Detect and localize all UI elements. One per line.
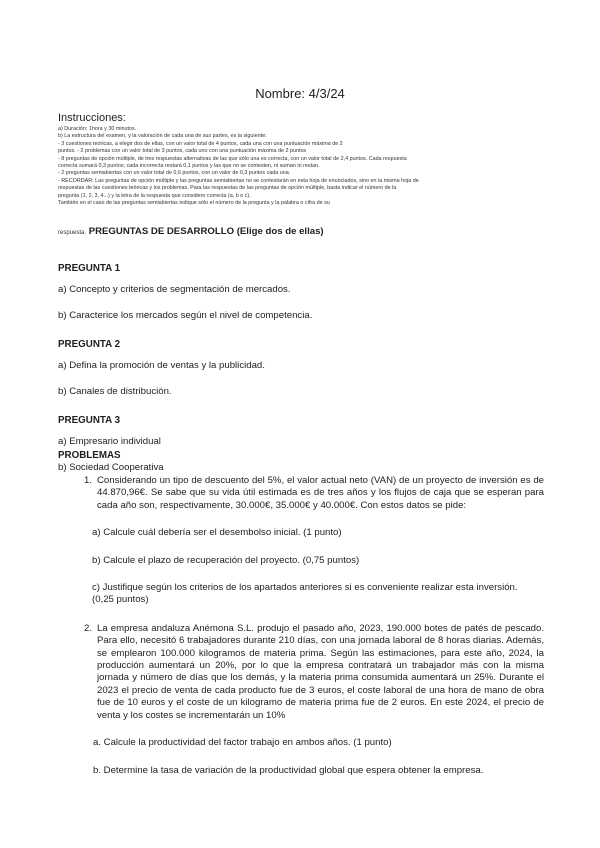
instruction-line: puntos. - 2 problemas con un valor total de 3 puntos, cada uno con una puntuación máxima de 2 puntos [58, 148, 307, 155]
problem-1 [58, 475, 544, 512]
questions-section [58, 226, 544, 473]
problem-subitem: b. Determine la tasa de variación de la productividad global que espera obtener la empresa. [93, 764, 484, 776]
problem-subitem: c) Justifique según los criterios de los apartados anteriores si es conveniente realizar esta inversión. (0,25 puntos) [92, 582, 518, 606]
instruction-line: respuestas de las cuestiones teóricas y los problemas. Para las respuestas de las preguntas de opción múltiple, basta indicar el número de la [58, 185, 397, 192]
problem-subitem: a. Calcule la productividad del factor trabajo en ambos años. (1 punto) [93, 737, 392, 749]
section-title: PREGUNTAS DE DESARROLLO (Elige dos de ellas) [88, 226, 324, 237]
question-heading: PREGUNTA 3 [58, 415, 121, 426]
problems-section [58, 450, 544, 777]
problem-number: 1. [83, 475, 92, 486]
instruction-line: - 3 cuestiones teóricas, a elegir dos de ellas, con un valor total de 4 puntos, cada una con una puntuación máxima de 2 [58, 140, 343, 147]
problem-subitem: b) Calcule el plazo de recuperación del proyecto. (0,75 puntos) [92, 554, 360, 566]
instruction-line: - 8 preguntas de opción múltiple, de tres respuestas alternativas de las que sólo una es correcta, con un valor total de 2,4 puntos. Cada respuesta [58, 155, 407, 162]
instructions-title: Instrucciones: [58, 112, 126, 124]
problem-text: Considerando un tipo de descuento del 5%, el valor actual neto (VAN) de un proyecto de inversión es de 44.870,96€. Se sabe que su vida útil estimada es de tres años y los flujos de caja que se esperan para cada año son, respectivamente, 30.000€, 35.000€ y 40.000€. Con estos datos se pide: [97, 475, 544, 511]
problem-subitem: a) Calcule cuál debería ser el desembolso inicial. (1 punto) [92, 527, 342, 539]
question-item: b) Sociedad Cooperativa [58, 462, 164, 473]
problem-number: 2. [83, 622, 92, 634]
instruction-line: - 2 preguntas semiabiertas con un valor total de 0,6 puntos, con un valor de 0,3 puntos cada una. [58, 170, 291, 177]
instruction-line: También en el caso de las preguntas semiabiertas indique sólo el número de la pregunta y la palabra o cifra de su [58, 200, 330, 207]
section-title-line [58, 226, 544, 237]
instruction-line: correcta sumará 0,3 puntos; cada incorrecta restará 0,1 puntos y las que no se contesten, ni suman ni restan. [58, 163, 320, 170]
problem-2 [58, 623, 544, 722]
question-item: a) Empresario individual [58, 436, 161, 447]
problems-heading: PROBLEMAS [58, 450, 121, 461]
problem-text: La empresa andaluza Anémona S.L. produjo el pasado año, 2023, 190.000 botes de patés de pescado. Para ello, necesitó 6 trabajadores durante 210 días, con una jornada laboral de 8 horas diarias. Además, se emplearon 100.000 kilogramos de materia prima. Según las estimaciones, para este año, 2024, la producción aumentará un 20%, por lo que la empresa contratará un trabajador más con la misma jornada y número de días que los demás, y la materia prima consumida aumentará un 25%. Durante el 2023 el precio de venta de cada producto fue de 3 euros, el coste laboral de una hora de mano de obra fue de 10 euros y el coste de un kilogramo de materia prima fue de 2 euros. En este 2024, el precio de venta y los costes se incrementarán un 10% [97, 622, 544, 721]
response-prefix: respuesta. [58, 230, 87, 236]
instruction-line: - RECORDAR: Las preguntas de opción múltiple y las preguntas semiabiertas no se contestarán en esta hoja de enunciados, sino en la misma hoja de [58, 177, 419, 184]
name-date-header: Nombre: 4/3/24 [255, 86, 345, 101]
instruction-line: a) Duración: 1hora y 30 minutos. [58, 126, 137, 132]
question-item: b) Caracterice los mercados según el nivel de competencia. [58, 310, 313, 321]
question-heading: PREGUNTA 1 [58, 263, 121, 274]
question-item: a) Concepto y criterios de segmentación de mercados. [58, 284, 291, 295]
instruction-line: pregunta (1, 2, 3, 4...) y la letra de la respuesta que considero correcta (a, b o c). [58, 192, 251, 199]
question-item: a) Defina la promoción de ventas y la publicidad. [58, 360, 265, 371]
question-heading: PREGUNTA 2 [58, 339, 121, 350]
question-item: b) Canales de distribución. [58, 386, 172, 397]
instructions-block [58, 112, 544, 207]
instruction-line: b) La estructura del examen, y la valoración de cada una de sus partes, es la siguiente: [58, 133, 267, 140]
